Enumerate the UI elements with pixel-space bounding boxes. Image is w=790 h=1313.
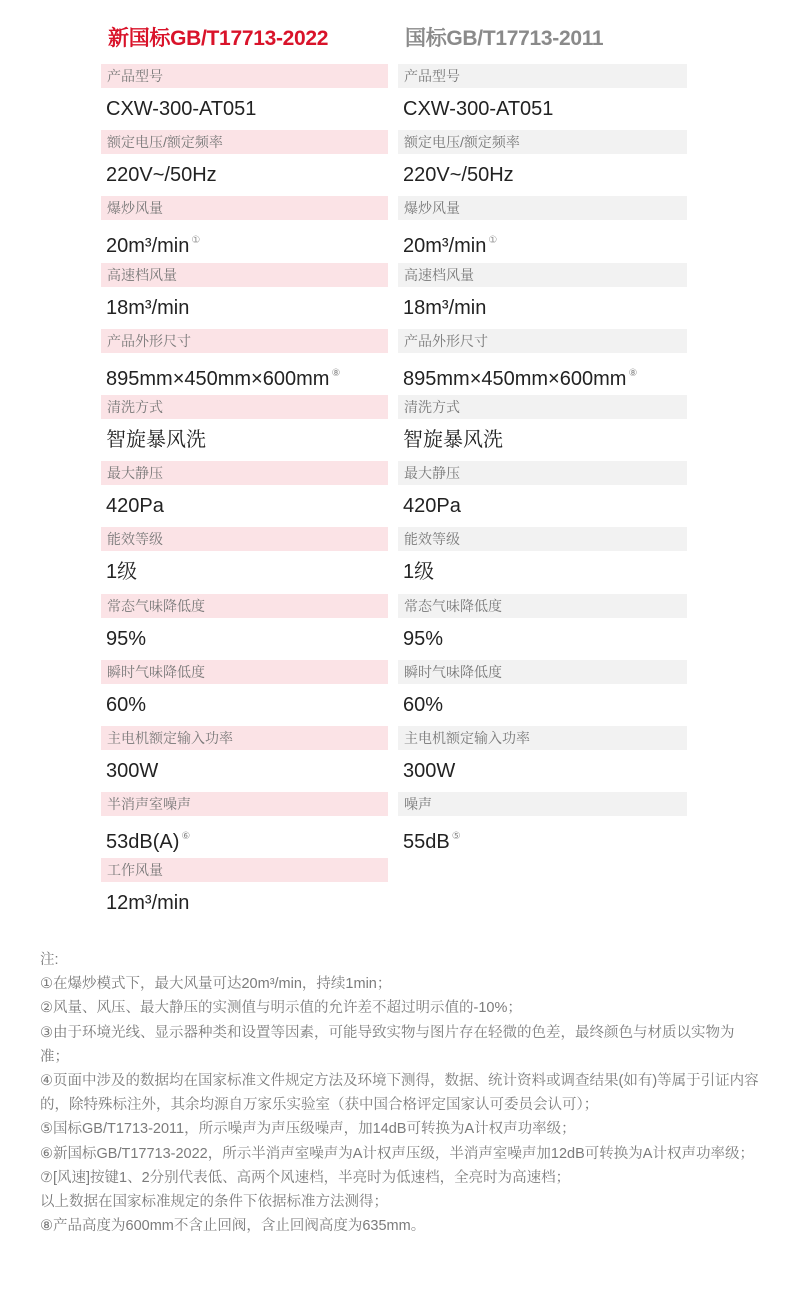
old-spec-label: 清洗方式 xyxy=(398,395,687,419)
note-item: ③由于环境光线、显示器种类和设置等因素，可能导致实物与图片存在轻微的色差，最终颜色与材质以实物为准； xyxy=(40,1024,735,1065)
old-spec-value xyxy=(403,756,455,786)
notes-heading: 注: xyxy=(40,952,59,968)
note-item: ④页面中涉及的数据均在国家标准文件规定方法及环境下测得，数据、统计资料或调查结果(如有)等属于引证内容的，除特殊标注外，其余均源自万家乐实验室（获中国合格评定国家认可委员会认可）； xyxy=(40,1073,759,1114)
new-spec-value xyxy=(106,822,190,852)
old-spec-value-text: 20m³/min xyxy=(403,235,487,258)
old-spec-value-text: 1级 xyxy=(403,561,435,584)
notes-section xyxy=(40,948,760,1238)
new-spec-value-text: 12m³/min xyxy=(106,892,190,915)
note-item: 以上数据在国家标准规定的条件下依据标准方法测得； xyxy=(40,1194,388,1211)
spec-row xyxy=(0,64,790,130)
new-spec-value xyxy=(106,557,137,587)
new-spec-value xyxy=(106,624,146,654)
note-item: ⑤国标GB/T1713-2011，所示噪声为声压级噪声，加14dB可转换为A计权声功率级； xyxy=(40,1121,576,1138)
old-spec-label: 最大静压 xyxy=(398,461,687,485)
old-spec-label: 高速档风量 xyxy=(398,263,687,287)
spec-row xyxy=(0,594,790,660)
new-spec-label: 爆炒风量 xyxy=(101,196,388,220)
new-spec-value-text: 60% xyxy=(106,693,147,716)
new-standard-header: 新国标GB/T17713-2022 xyxy=(108,27,329,50)
new-spec-label: 常态气味降低度 xyxy=(101,594,388,618)
new-spec-value-text: 1级 xyxy=(106,561,138,584)
old-spec-value xyxy=(403,293,486,323)
old-spec-label: 瞬时气味降低度 xyxy=(398,660,687,684)
old-spec-label: 常态气味降低度 xyxy=(398,594,687,618)
old-spec-value-text: 420Pa xyxy=(403,495,461,518)
new-spec-label: 瞬时气味降低度 xyxy=(101,660,388,684)
note-item: ⑥新国标GB/T17713-2022，所示半消声室噪声为A计权声压级，半消声室噪声加12dB可转换为A计权声功率级； xyxy=(40,1145,754,1162)
footnote-marker: ⑥ xyxy=(181,831,191,843)
old-spec-label: 主电机额定输入功率 xyxy=(398,726,687,750)
new-spec-label: 半消声室噪声 xyxy=(101,792,388,816)
footnote-marker: ⑧ xyxy=(331,367,341,379)
new-spec-value xyxy=(106,888,189,918)
old-spec-value xyxy=(403,359,637,389)
new-spec-value-text: 20m³/min xyxy=(106,235,190,258)
new-spec-value xyxy=(106,359,340,389)
new-spec-value xyxy=(106,690,146,720)
note-item: ①在爆炒模式下，最大风量可达20m³/min，持续1min； xyxy=(40,976,392,993)
new-spec-label: 清洗方式 xyxy=(101,395,388,419)
spec-row xyxy=(0,527,790,593)
note-item: ⑦[风速]按键1、2分别代表低、高两个风速档，半亮时为低速档，全亮时为高速档； xyxy=(40,1169,571,1186)
new-spec-value-text: 18m³/min xyxy=(106,296,190,319)
old-spec-value-text: 220V~/50Hz xyxy=(403,164,514,187)
old-spec-value xyxy=(403,690,443,720)
old-spec-label: 产品外形尺寸 xyxy=(398,329,687,353)
old-spec-value xyxy=(403,160,514,190)
old-spec-value xyxy=(403,94,553,124)
old-spec-value-text: 95% xyxy=(403,627,444,650)
old-spec-value-text: CXW-300-AT051 xyxy=(403,98,554,120)
new-spec-value xyxy=(106,293,189,323)
old-spec-label: 噪声 xyxy=(398,792,687,816)
new-spec-label: 主电机额定输入功率 xyxy=(101,726,388,750)
new-spec-label: 高速档风量 xyxy=(101,263,388,287)
spec-row xyxy=(0,660,790,726)
new-spec-value xyxy=(106,491,164,521)
note-item: ②风量、风压、最大静压的实测值与明示值的允许差不超过明示值的-10%； xyxy=(40,1000,522,1017)
old-spec-value-text: 895mm×450mm×600mm xyxy=(403,367,627,390)
new-spec-value-text: 53dB(A) xyxy=(106,831,180,854)
new-spec-value xyxy=(106,94,256,124)
spec-row xyxy=(0,263,790,329)
footnote-marker: ⑤ xyxy=(451,831,461,843)
old-spec-value xyxy=(403,822,461,852)
spec-row xyxy=(0,196,790,262)
footnote-marker: ① xyxy=(191,235,201,247)
note-item: ⑧产品高度为600mm不含止回阀，含止回阀高度为635mm。 xyxy=(40,1218,426,1235)
spec-row xyxy=(0,461,790,527)
new-spec-label: 产品外形尺寸 xyxy=(101,329,388,353)
new-spec-value-text: 220V~/50Hz xyxy=(106,164,217,187)
new-spec-label: 产品型号 xyxy=(101,64,388,88)
new-spec-value xyxy=(106,756,158,786)
old-spec-value xyxy=(403,226,497,256)
new-spec-value xyxy=(106,226,200,256)
new-spec-label: 额定电压/额定频率 xyxy=(101,130,388,154)
old-spec-value-text: 60% xyxy=(403,693,444,716)
new-spec-value-text: 智旋暴风洗 xyxy=(106,429,206,451)
old-spec-value xyxy=(403,491,461,521)
old-spec-value xyxy=(403,425,503,455)
old-spec-value-text: 300W xyxy=(403,760,456,782)
spec-row xyxy=(0,858,790,924)
new-spec-value-text: CXW-300-AT051 xyxy=(106,98,257,120)
old-spec-value xyxy=(403,557,434,587)
new-spec-value-text: 300W xyxy=(106,760,159,782)
new-spec-value xyxy=(106,425,206,455)
footnote-marker: ① xyxy=(488,235,498,247)
old-spec-value-text: 18m³/min xyxy=(403,296,487,319)
spec-row xyxy=(0,395,790,461)
new-spec-label: 能效等级 xyxy=(101,527,388,551)
spec-row xyxy=(0,726,790,792)
old-spec-value xyxy=(403,624,443,654)
new-spec-value-text: 895mm×450mm×600mm xyxy=(106,367,330,390)
old-spec-value-text: 智旋暴风洗 xyxy=(403,429,503,451)
new-spec-label: 最大静压 xyxy=(101,461,388,485)
new-spec-label: 工作风量 xyxy=(101,858,388,882)
spec-row xyxy=(0,329,790,395)
old-spec-label: 能效等级 xyxy=(398,527,687,551)
new-spec-value-text: 420Pa xyxy=(106,495,164,518)
footnote-marker: ⑧ xyxy=(628,367,638,379)
old-spec-label: 额定电压/额定频率 xyxy=(398,130,687,154)
spec-row xyxy=(0,792,790,858)
new-spec-value xyxy=(106,160,217,190)
old-spec-label: 爆炒风量 xyxy=(398,196,687,220)
spec-row xyxy=(0,130,790,196)
new-spec-value-text: 95% xyxy=(106,627,147,650)
old-spec-label: 产品型号 xyxy=(398,64,687,88)
old-spec-value-text: 55dB xyxy=(403,831,450,854)
old-standard-header: 国标GB/T17713-2011 xyxy=(405,27,604,50)
